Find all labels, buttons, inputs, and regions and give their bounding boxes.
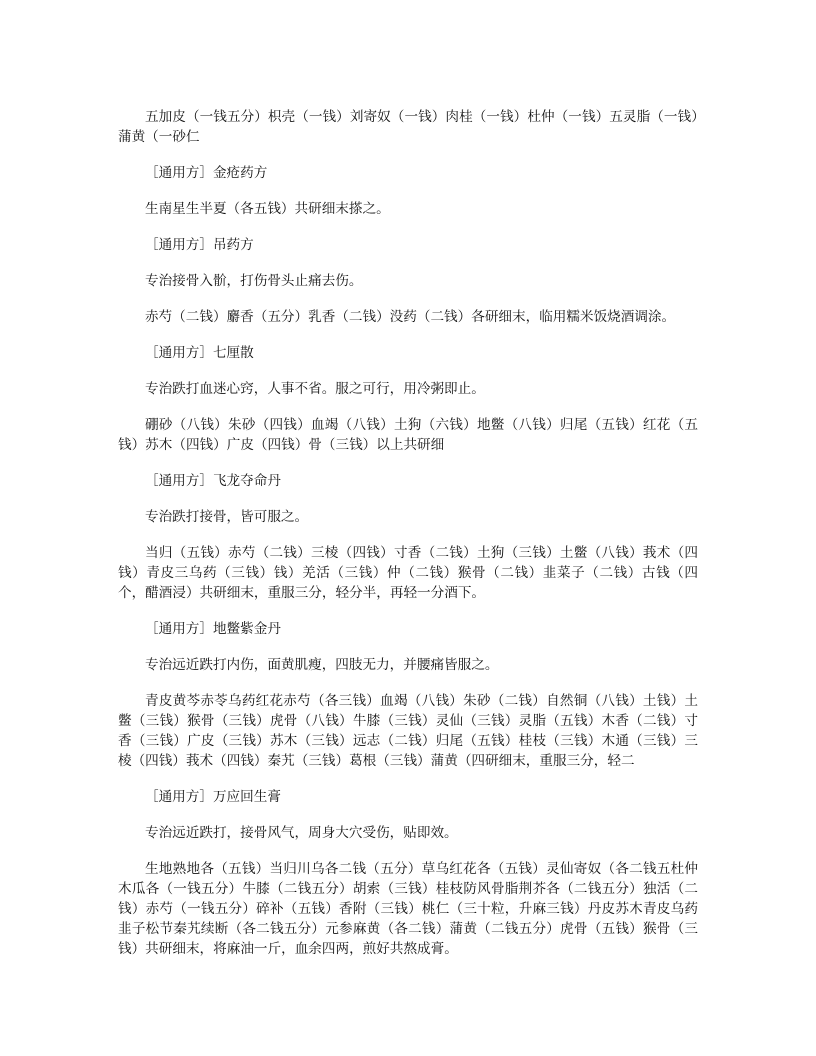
formula-text: 硼砂（八钱）朱砂（四钱）血竭（八钱）土狗（六钱）地鳖（八钱）归尾（五钱）红花（五钱）苏木（四钱）广皮（四钱）骨（三钱）以上共研细	[118, 417, 698, 453]
formula-text: 当归（五钱）赤芍（二钱）三棱（四钱）寸香（二钱）土狗（三钱）土鳖（八钱）莪术（四钱）青皮三乌药（三钱）钱）羌活（三钱）仲（二钱）猴骨（二钱）韭菜子（二钱）古钱（四个，醋酒浸）共研细末，重服三分，轻分半，再轻一分酒下。	[118, 545, 698, 601]
formula-indication: 专治跌打血迷心窍，人事不省。服之可行，用冷粥即止。	[145, 381, 485, 397]
formula-indication: 专治跌打接骨，皆可服之。	[145, 509, 309, 525]
formula-text: 生南星生半夏（各五钱）共研细末搽之。	[145, 201, 390, 217]
formula-text: 青皮黄芩赤苓乌药红花赤芍（各三钱）血竭（八钱）朱砂（二钱）自然铜（八钱）土钱）土鳖（三钱）猴骨（三钱）虎骨（八钱）牛膝（三钱）灵仙（三钱）灵脂（五钱）木香（二钱）寸香（三钱）广皮（三钱）苏木（三钱）远志（二钱）归尾（五钱）桂枝（三钱）木通（三钱）三棱（四钱）莪术（四钱）秦艽（三钱）葛根（三钱）蒲黄（四研细末，重服三分，轻二	[118, 693, 698, 769]
formula-heading: ［通用方］金疮药方	[145, 165, 268, 181]
formula-indication: 专治接骨入骱，打伤骨头止痛去伤。	[145, 273, 363, 289]
formula-text: 生地熟地各（五钱）当归川乌各二钱（五分）草乌红花各（五钱）灵仙寄奴（各二钱五杜仲木瓜各（一钱五分）牛膝（二钱五分）胡索（三钱）桂枝防风骨脂荆芥各（二钱五分）独活（二钱）赤芍（一钱五分）碎补（五钱）香附（三钱）桃仁（三十粒，升麻三钱）丹皮苏木青皮乌药韭子松节秦艽续断（各二钱五分）元参麻黄（各二钱）蒲黄（二钱五分）虎骨（五钱）猴骨（三钱）共研细末，将麻油一斤，血余四两，煎好共熬成膏。	[118, 861, 698, 957]
formula-heading: ［通用方］七厘散	[145, 345, 254, 361]
formula-heading: ［通用方］吊药方	[145, 237, 254, 253]
formula-text: 赤芍（二钱）麝香（五分）乳香（二钱）没药（二钱）各研细末，临用糯米饭烧酒调涂。	[145, 309, 676, 325]
formula-indication: 专治远近跌打内伤，面黄肌瘦，四肢无力，并腰痛皆服之。	[145, 657, 499, 673]
formula-heading: ［通用方］万应回生膏	[145, 789, 281, 805]
formula-heading: ［通用方］飞龙夺命丹	[145, 473, 281, 489]
formula-text: 五加皮（一钱五分）枳壳（一钱）刘寄奴（一钱）肉桂（一钱）杜仲（一钱）五灵脂（一钱）蒲黄（一砂仁	[118, 109, 698, 145]
formula-heading: ［通用方］地鳖紫金丹	[145, 621, 281, 637]
formula-indication: 专治远近跌打，接骨风气，周身大穴受伤，贴即效。	[145, 825, 458, 841]
